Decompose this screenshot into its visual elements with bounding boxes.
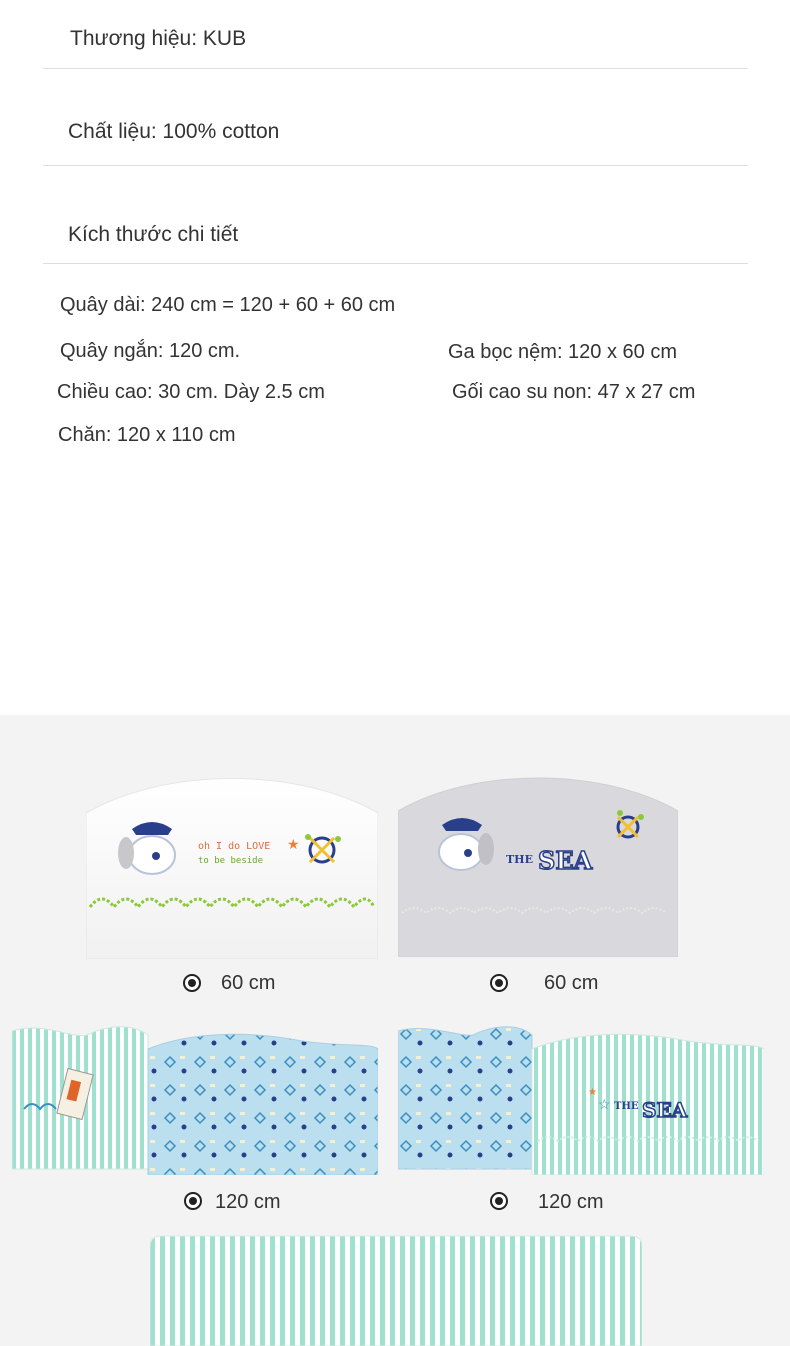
embroidery-text: to be beside (198, 856, 264, 866)
star-icon: ☆ (598, 1096, 611, 1112)
embroidery-text: oh I do LOVE (198, 841, 271, 852)
brand-label: Thương hiệu: KUB (70, 27, 247, 50)
material-label: Chất liệu: 100% cotton (68, 120, 280, 143)
striped-panel-image[interactable] (150, 1234, 642, 1346)
divider (43, 68, 748, 69)
fitted-sheet-dimension: Ga bọc nệm: 120 x 60 cm (448, 341, 678, 363)
option-radio[interactable] (490, 1192, 508, 1210)
star-icon: ★ (588, 1087, 597, 1098)
embroidery-text: THE (506, 853, 533, 866)
divider (43, 263, 748, 264)
long-bumper-dimension: Quây dài: 240 cm = 120 + 60 + 60 cm (60, 294, 396, 316)
panel-120cm-print-image[interactable] (12, 1025, 378, 1175)
option-label: 60 cm (221, 972, 276, 994)
pillow-dimension: Gối cao su non: 47 x 27 cm (452, 381, 696, 403)
option-label: 120 cm (538, 1191, 604, 1213)
short-bumper-dimension: Quây ngắn: 120 cm. (60, 340, 241, 362)
divider (43, 165, 748, 166)
size-heading: Kích thước chi tiết (68, 223, 239, 246)
star-icon: ★ (287, 836, 300, 852)
option-label: 60 cm (544, 972, 599, 994)
panel-120cm-stripe-image[interactable] (398, 1025, 764, 1175)
product-gallery (0, 715, 790, 1346)
option-radio[interactable] (183, 974, 201, 992)
embroidery-text: SEA (538, 846, 593, 875)
panel-60cm-white-image[interactable] (86, 777, 378, 959)
option-label: 120 cm (215, 1191, 281, 1213)
option-radio[interactable] (490, 974, 508, 992)
option-radio[interactable] (184, 1192, 202, 1210)
height-dimension: Chiều cao: 30 cm. Dày 2.5 cm (57, 381, 325, 403)
blanket-dimension: Chăn: 120 x 110 cm (58, 424, 236, 446)
embroidery-text: THE (614, 1101, 639, 1112)
embroidery-text: SEA (642, 1098, 688, 1122)
panel-60cm-gray-image[interactable] (398, 777, 678, 957)
